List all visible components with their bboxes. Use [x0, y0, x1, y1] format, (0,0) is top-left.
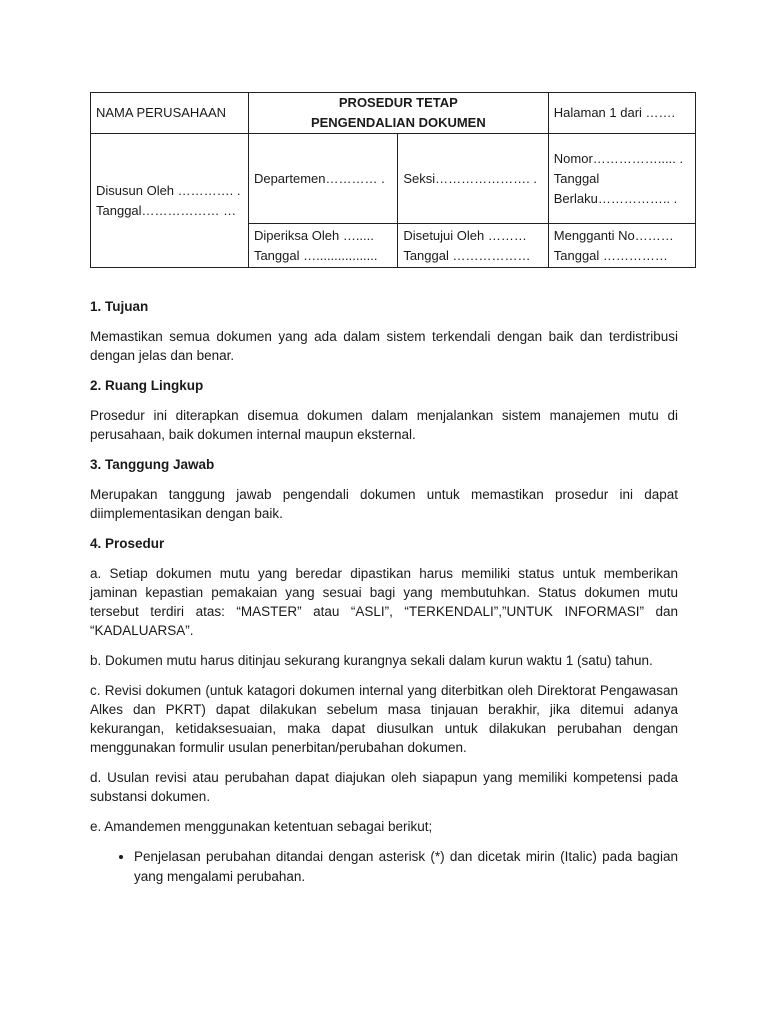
- section-heading-tanggung-jawab: 3. Tanggung Jawab: [90, 457, 215, 472]
- prosedur-item-c: c. Revisi dokumen (untuk katagori dokumen internal yang diterbitkan oleh Direktorat Pengawasan Alkes dan PKRT) dapat dilakukan sebelum masa tinjauan berakhir, jika ditemui adanya kekurangan, ketidaksesuaian, maka dapat diusulkan untuk dilakukan perubahan dengan menggunakan formulir usulan penerbitan/perubahan dokumen.: [90, 683, 678, 755]
- disusun-cell: [91, 134, 249, 268]
- disusun-tanggal: Tanggal……………… …: [96, 202, 237, 218]
- document-title-line-2: PENGENDALIAN DOKUMEN: [310, 115, 486, 130]
- departemen-cell: [248, 134, 397, 224]
- disusun-oleh: Disusun Oleh …………. .: [96, 182, 241, 198]
- company-name-cell: [91, 93, 249, 134]
- prosedur-item-b: b. Dokumen mutu harus ditinjau sekurang kurangnya sekali dalam kurun waktu 1 (satu) tahun.: [90, 653, 653, 668]
- mengganti-tanggal: Tanggal ……………: [553, 247, 668, 263]
- company-name: NAMA PERUSAHAAN: [96, 105, 227, 120]
- section-text-ruang-lingkup: Prosedur ini diterapkan disemua dokumen dalam menjalankan sistem manajemen mutu di perusahaan, baik dokumen internal maupun eksternal.: [90, 408, 678, 442]
- seksi: Seksi…………………. .: [403, 170, 537, 186]
- page-number: Halaman 1 dari …….: [553, 105, 676, 120]
- nomor: Nomor……………..... .: [553, 150, 684, 166]
- disetujui-oleh: Disetujui Oleh ………: [403, 227, 527, 243]
- tanggal-berlaku: Tanggal Berlaku…………….. .: [553, 170, 678, 206]
- list-item: • Penjelasan perubahan ditandai dengan asterisk (*) dan dicetak mirin (Italic) pada bagian yang mengalami perubahan.: [134, 847, 678, 886]
- disetujui-cell: [398, 224, 548, 268]
- mengganti-no: Mengganti No………: [553, 227, 674, 243]
- document-title-line-1: PROSEDUR TETAP: [338, 95, 458, 110]
- document-body: [90, 297, 678, 886]
- prosedur-item-d: d. Usulan revisi atau perubahan dapat diajukan oleh siapapun yang memiliki kompetensi pada substansi dokumen.: [90, 770, 678, 804]
- amandemen-bullet-list: [90, 847, 678, 886]
- section-heading-tujuan: 1. Tujuan: [90, 299, 149, 314]
- diperiksa-tanggal: Tanggal ….................: [253, 247, 378, 263]
- section-text-tujuan: Memastikan semua dokumen yang ada dalam sistem terkendali dengan baik dan terdistribusi dengan jelas dan benar.: [90, 329, 678, 363]
- disetujui-tanggal: Tanggal ………………: [403, 247, 531, 263]
- page-number-cell: [548, 93, 695, 134]
- section-heading-ruang-lingkup: 2. Ruang Lingkup: [90, 378, 204, 393]
- seksi-cell: [398, 134, 548, 224]
- mengganti-cell: [548, 224, 695, 268]
- nomor-cell: [548, 134, 695, 224]
- document-header-table: [90, 92, 696, 268]
- section-heading-prosedur: 4. Prosedur: [90, 536, 165, 551]
- departemen: Departemen………… .: [253, 170, 385, 186]
- diperiksa-cell: [248, 224, 397, 268]
- prosedur-item-a: a. Setiap dokumen mutu yang beredar dipastikan harus memiliki status untuk memberikan jaminan kepastian pemakaian yang sesuai bagi yang membutuhkan. Status dokumen mutu tersebut terdiri atas: “MASTER” atau “ASLI”, “TERKENDALI”,”UNTUK INFORMASI” dan “KADALUARSA”.: [90, 566, 678, 638]
- prosedur-item-e: e. Amandemen menggunakan ketentuan sebagai berikut;: [90, 819, 433, 834]
- document-title-cell: [248, 93, 548, 134]
- section-text-tanggung-jawab: Merupakan tanggung jawab pengendali dokumen untuk memastikan prosedur ini dapat diimplementasikan dengan baik.: [90, 487, 678, 521]
- diperiksa-oleh: Diperiksa Oleh ….....: [253, 227, 374, 243]
